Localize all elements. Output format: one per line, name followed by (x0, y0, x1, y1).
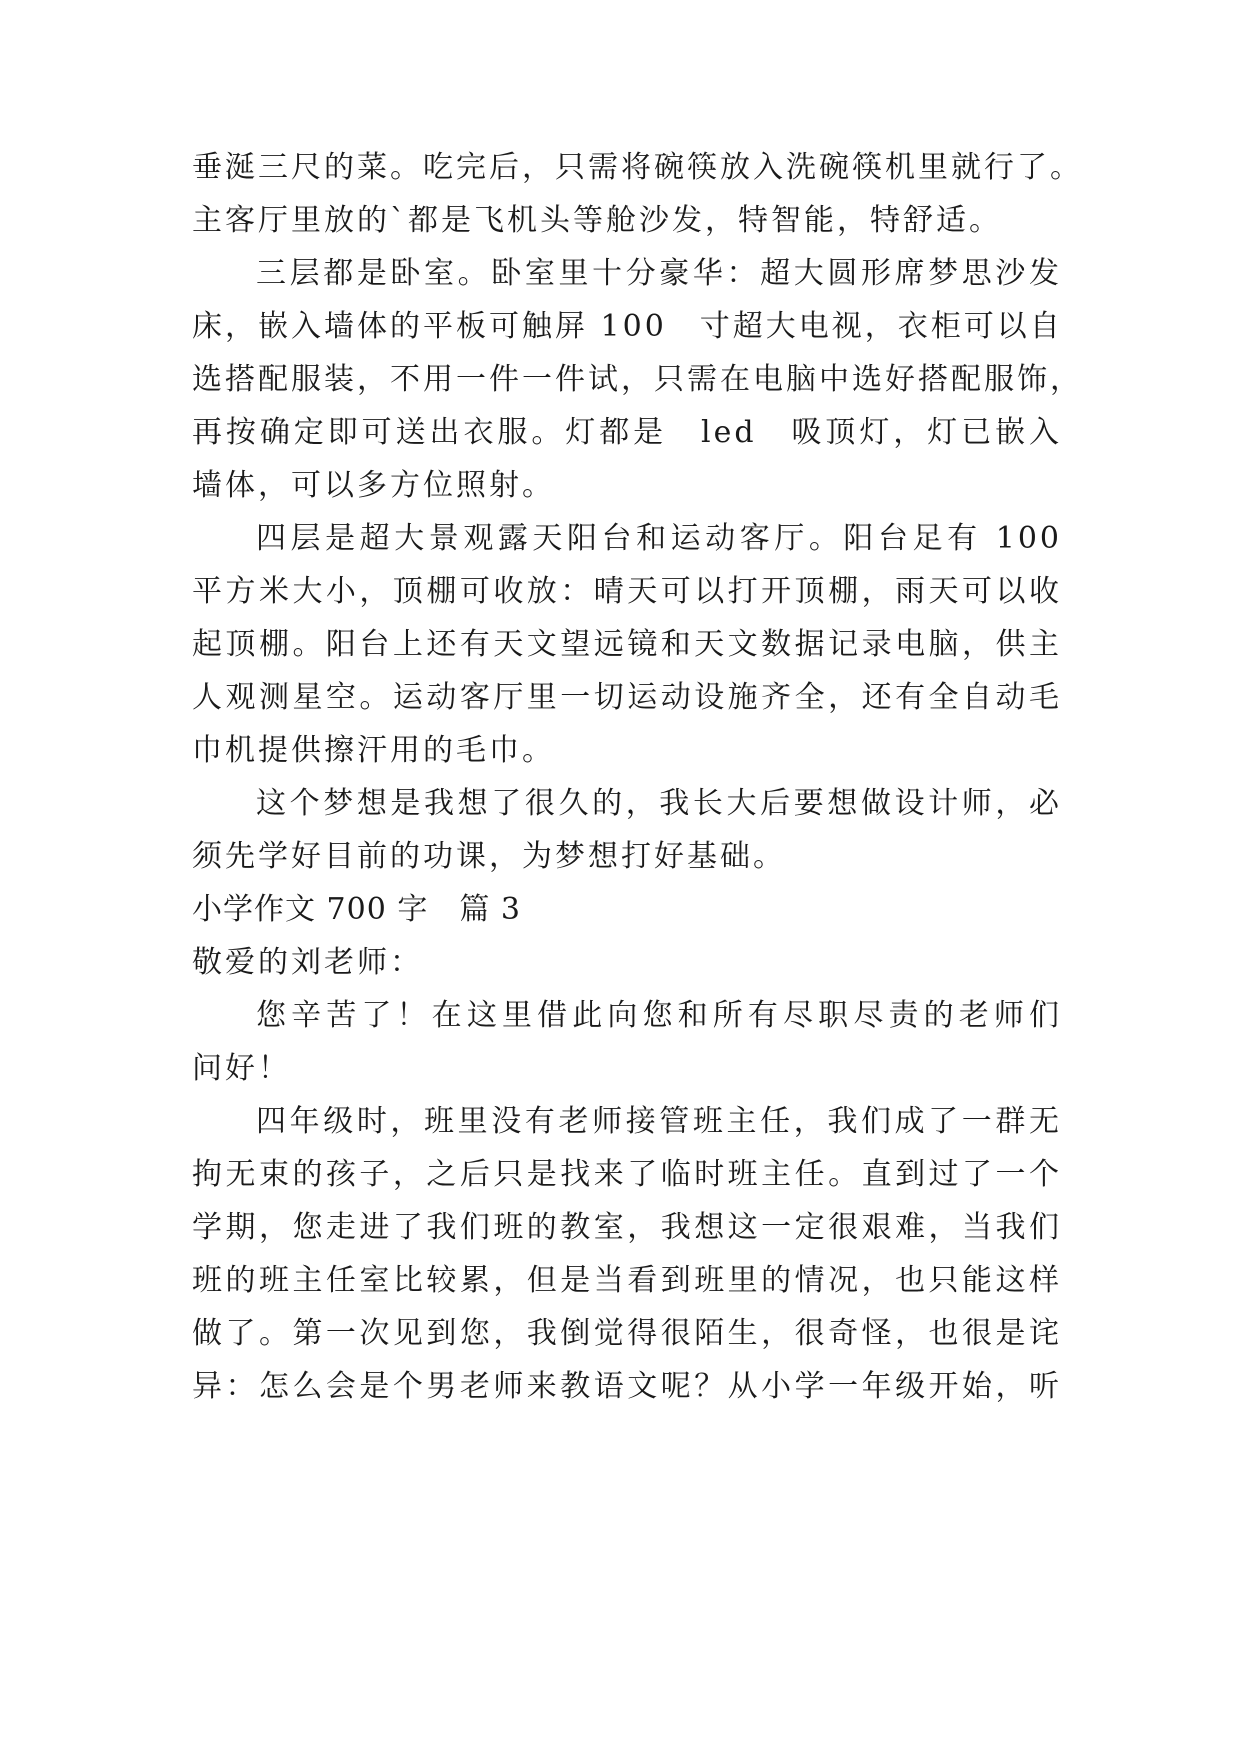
text-line: 做了。第一次见到您，我倒觉得很陌生，很奇怪，也很是诧 (192, 1316, 1062, 1351)
text-line: 人观测星空。运动客厅里一切运动设施齐全，还有全自动毛 (192, 680, 1062, 715)
text-line: 问好！ (192, 1051, 291, 1086)
text-line: 床，嵌入墙体的平板可触屏 100 寸超大电视，衣柜可以自 (192, 309, 1063, 344)
text-line: 主客厅里放的`都是飞机头等舱沙发，特智能，特舒适。 (192, 203, 1002, 238)
text-line: 学期，您走进了我们班的教室，我想这一定很艰难，当我们 (192, 1210, 1062, 1245)
text-line: 再按确定即可送出衣服。灯都是 led 吸顶灯，灯已嵌入 (192, 415, 1062, 450)
text-line: 四年级时，班里没有老师接管班主任，我们成了一群无 (256, 1104, 1062, 1139)
text-line: 巾机提供擦汗用的毛巾。 (192, 733, 555, 768)
text-line: 班的班主任室比较累，但是当看到班里的情况，也只能这样 (192, 1263, 1062, 1298)
text-line: 异：怎么会是个男老师来教语文呢？从小学一年级开始，听 (192, 1369, 1062, 1404)
text-line: 平方米大小，顶棚可收放：晴天可以打开顶棚，雨天可以收 (192, 574, 1062, 609)
section-heading: 小学作文 700 字 篇 3 (192, 892, 521, 927)
text-line: 须先学好目前的功课，为梦想打好基础。 (192, 839, 786, 874)
text-line: 拘无束的孩子，之后只是找来了临时班主任。直到过了一个 (192, 1157, 1062, 1192)
text-line: 墙体，可以多方位照射。 (192, 468, 555, 503)
salutation: 敬爱的刘老师： (192, 945, 423, 980)
text-line: 垂涎三尺的菜。吃完后，只需将碗筷放入洗碗筷机里就行了。 (192, 150, 1083, 185)
text-line: 这个梦想是我想了很久的，我长大后要想做设计师，必 (256, 786, 1062, 821)
text-line: 起顶棚。阳台上还有天文望远镜和天文数据记录电脑，供主 (192, 627, 1062, 662)
text-line: 您辛苦了！在这里借此向您和所有尽职尽责的老师们 (256, 998, 1062, 1033)
text-line: 选搭配服装，不用一件一件试，只需在电脑中选好搭配服饰， (192, 362, 1083, 397)
text-line: 三层都是卧室。卧室里十分豪华：超大圆形席梦思沙发 (256, 256, 1062, 291)
text-line: 四层是超大景观露天阳台和运动客厅。阳台足有 100 (256, 521, 1062, 556)
